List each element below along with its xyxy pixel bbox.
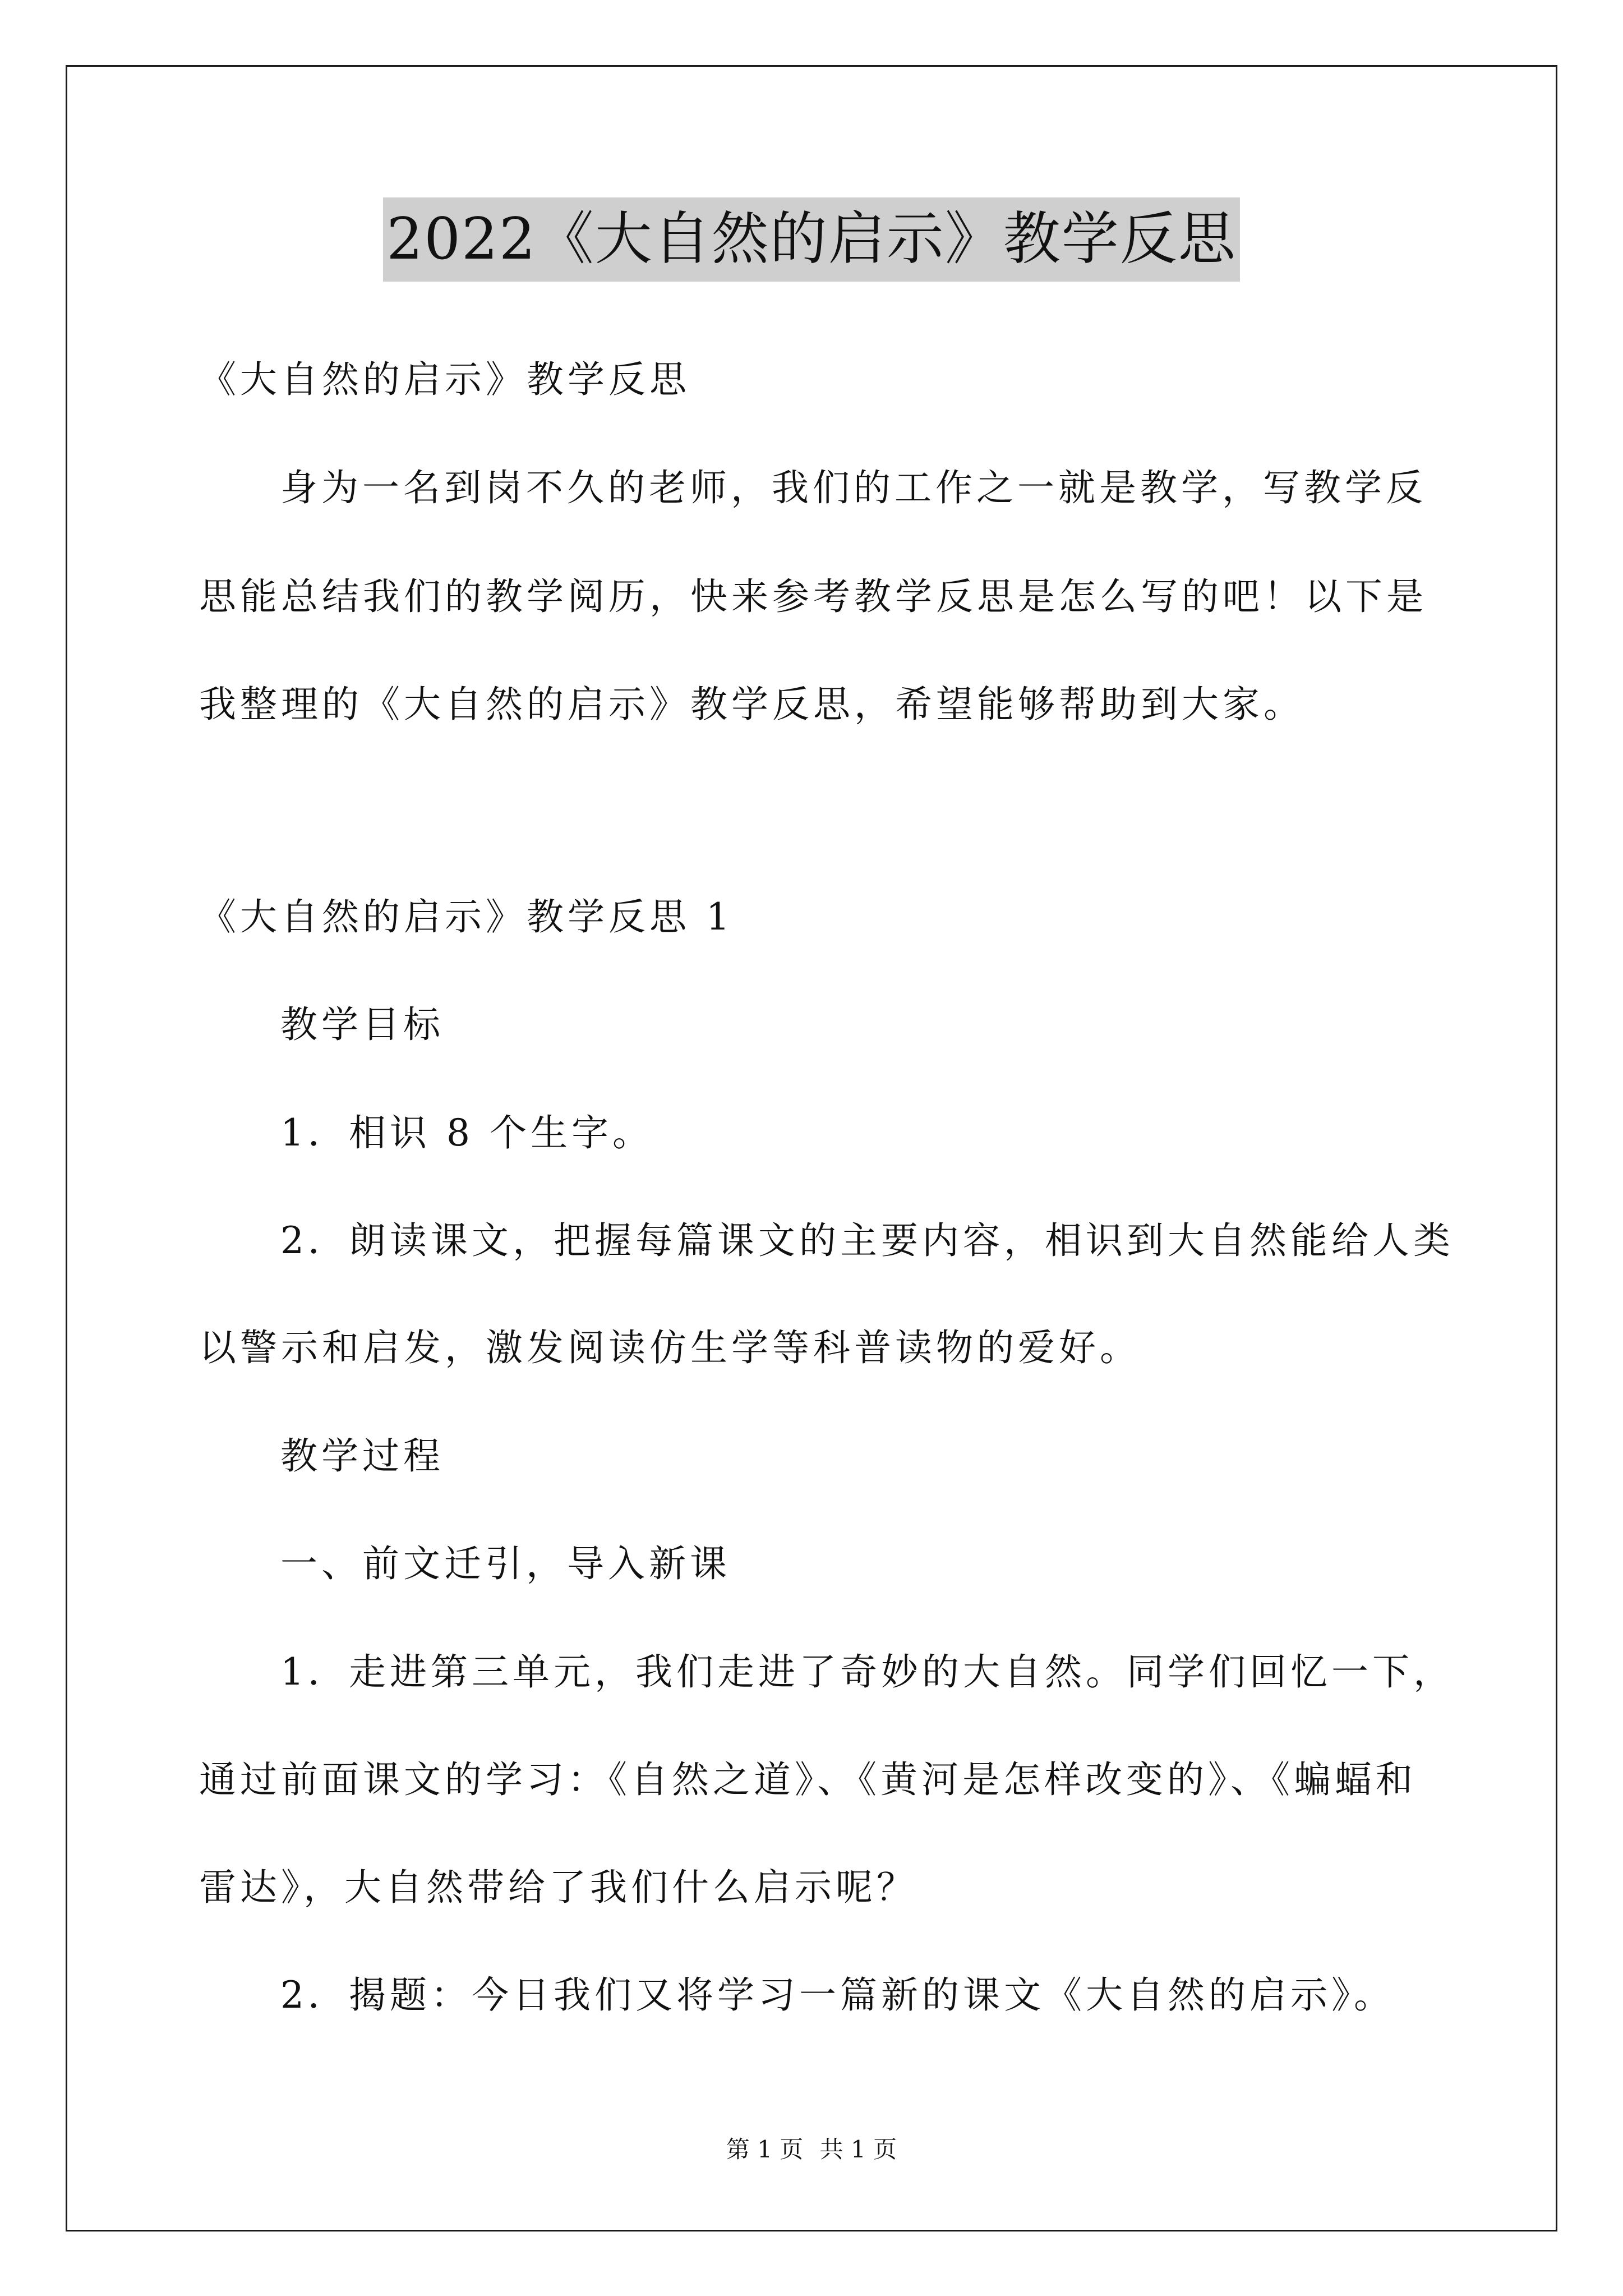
- intro-line-3: 我整理的《大自然的启示》教学反思，希望能够帮助到大家。: [199, 683, 1304, 726]
- title-container: [0, 197, 1623, 282]
- page-footer: [0, 2134, 1623, 2165]
- page-total: 共 1 页: [819, 2136, 897, 2163]
- step-1-line-2: 通过前面课文的学习：《自然之道》、《黄河是怎样改变的》、《蝙蝠和: [199, 1758, 1417, 1801]
- document-title: 2022《大自然的启示》教学反思: [383, 197, 1240, 282]
- intro-line-2: 思能总结我们的教学阅历，快来参考教学反思是怎么写的吧！以下是: [199, 575, 1427, 618]
- objectives-heading: 教学目标: [280, 1003, 444, 1046]
- step-2: 2．揭题：今日我们又将学习一篇新的课文《大自然的启示》。: [280, 1973, 1395, 2017]
- step-1-line-1: 1．走进第三单元，我们走进了奇妙的大自然。同学们回忆一下，: [280, 1650, 1454, 1694]
- process-heading: 教学过程: [280, 1434, 444, 1478]
- intro-line-1: 身为一名到岗不久的老师，我们的工作之一就是教学，写教学反: [280, 466, 1427, 509]
- objective-2-line-1: 2．朗读课文，把握每篇课文的主要内容，相识到大自然能给人类: [280, 1219, 1454, 1262]
- step-1-line-3: 雷达》，大自然带给了我们什么启示呢？: [199, 1866, 917, 1909]
- objective-2-line-2: 以警示和启发，激发阅读仿生学等科普读物的爱好。: [199, 1326, 1141, 1369]
- section-heading: 《大自然的启示》教学反思 1: [199, 895, 734, 938]
- subtitle: 《大自然的启示》教学反思: [199, 358, 690, 401]
- page-number: 第 1 页: [726, 2136, 804, 2163]
- objective-1: 1．相识 8 个生字。: [280, 1111, 653, 1154]
- step-heading: 一、前文迁引，导入新课: [280, 1542, 731, 1585]
